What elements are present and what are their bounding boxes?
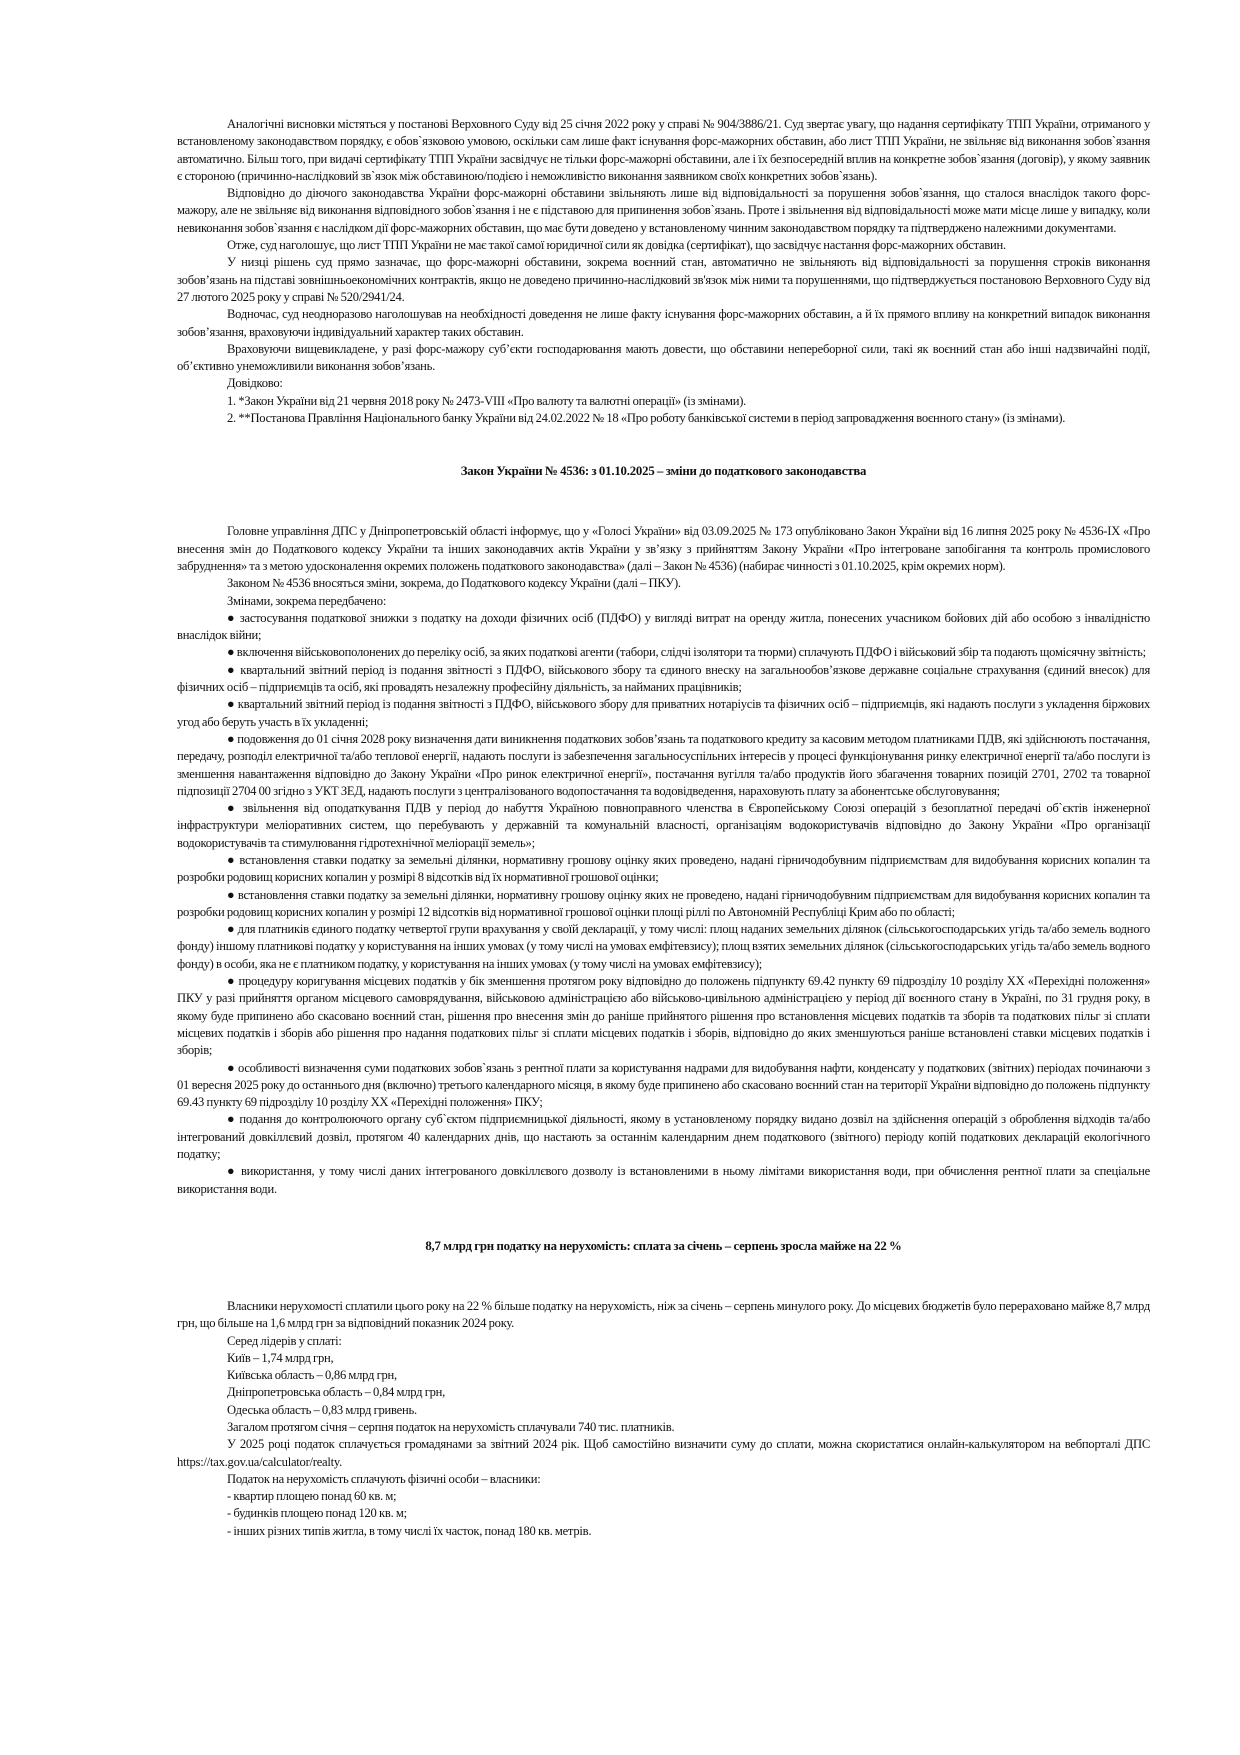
paragraph: Аналогічні висновки містяться у постанові Верховного Суду від 25 січня 2022 року у справі № 904/3886/21. Суд звертає увагу, що надання сертифікату ТПП України, отриманого у встановленому законодавством порядку, є обов`язковою умовою, оскільки сам лише факт існування форс-мажорних обставин, або лист ТПП України, не звільняє від виконання зобов`язання автоматично. Більш того, при видачі сертифікату ТПП України засвідчує не тільки форс-мажорні обставини, але і їх безпосередній вплив на конкретне зобов`язання (договір), у якому заявник є стороною (причинно-наслідковий зв`язок між обставиною/подією і неможливістю виконання заявником своїх конкретних зобов`язань). xyxy=(177,117,1150,183)
paragraph: - квартир площею понад 60 кв. м; xyxy=(227,1489,397,1504)
paragraph: Головне управління ДПС у Дніпропетровській області інформує, що у «Голосі України» від 03.09.2025 № 173 опубліковано Закон України від 16 липня 2025 року № 4536-IX «Про внесення змін до Податкового кодексу України та інших законодавчих актів України у зв’язку з прийняттям Закону України «Про інтегроване запобігання та контроль промислового забруднення» та з метою удосконалення окремих положень податкового законодавства» (далі – Закон № 4536) (набирає чинності з 01.10.2025, крім окремих норм). xyxy=(177,524,1150,573)
paragraph: ● звільнення від оподаткування ПДВ у період до набуття Україною повноправного членства в Європейському Союзі операцій з безоплатної передачі об`єктів інженерної інфраструктури меліоративних систем, що перебувають у державній та комунальній власності, організаціям водокористувачів відповідно до Закону України «Про організації водокористувачів та стимулювання гідротехнічної меліорації земель»; xyxy=(177,801,1150,850)
heading-law-4536: Закон України № 4536: з 01.10.2025 – зміни до податкового законодавства xyxy=(460,464,867,479)
paragraph: ● встановлення ставки податку за земельні ділянки, нормативну грошову оцінку яких не проведено, надані гірничодобувним підприємствам для видобування корисних копалин та розробки родовищ корисних копалин у розмірі 12 відсотків від нормативної грошової оцінки площі ріллі по Автономній Республіці Крим або по області; xyxy=(177,887,1150,919)
document-page xyxy=(177,116,1150,1540)
heading-property-tax: 8,7 млрд грн податку на нерухомість: сплата за січень – серпень зросла майже на 22 % xyxy=(425,1238,902,1253)
paragraph: Відповідно до діючого законодавства України форс-мажорні обставини звільняють лише від відповідальності за порушення зобов`язання, що сталося внаслідок такого форс-мажору, але не звільняє від виконання відповідного зобов`язання і не є підставою для припинення зобов`язань. Проте і звільнення від відповідальності може мати місце лише у випадку, коли невиконання зобов`язання є наслідком дії форс-мажорних обставин, що має бути доведено у встановленому чинним законодавством порядку та підтверджено належними документами. xyxy=(177,186,1150,235)
paragraph: Податок на нерухомість сплачують фізичні особи – власники: xyxy=(227,1471,541,1486)
paragraph: ● квартальний звітний період із подання звітності з ПДФО, військового збору для приватних нотаріусів та фізичних осіб – підприємців, які надають послуги з укладення біржових угод або беруть участь в їх укладенні; xyxy=(177,697,1150,729)
section-law-4536 xyxy=(177,523,1150,1198)
paragraph: Серед лідерів у сплаті: xyxy=(227,1333,342,1348)
paragraph: ● для платників єдиного податку четвертої групи врахування у своїй декларації, у тому числі: площ наданих земельних ділянок (сільськогосподарських угідь та/або земель водного фонду) іншому платникові податку у користування на інших умовах (у тому числі на умовах емфітевзису); площ взятих земельних ділянок (сільськогосподарських угідь та/або земель водного фонду) в особи, яка не є платником податку, у користування на інших умовах (у тому числі на умовах емфітевзису); xyxy=(177,922,1150,971)
paragraph: Отже, суд наголошує, що лист ТПП України не має такої самої юридичної сили як довідка (сертифікат), що засвідчує настання форс-мажорних обставин. xyxy=(227,238,1006,253)
paragraph: ● включення військовополонених до переліку осіб, за яких податкові агенти (табори, слідчі ізолятори та тюрми) сплачують ПДФО і військовий збір та подають щомісячну звітність; xyxy=(227,645,1146,660)
paragraph: Водночас, суд неодноразово наголошував на необхідності доведення не лише факту існування форс-мажорних обставин, а й їх прямого впливу на конкретний випадок виконання зобов’язання, враховуючи індивідуальний характер таких обставин. xyxy=(177,307,1150,339)
paragraph: ● використання, у тому числі даних інтегрованого довкіллєвого дозволу із встановленими в ньому лімітами використання води, при обчислення рентної плати за спеціальне використання води. xyxy=(177,1164,1150,1196)
paragraph: ● встановлення ставки податку за земельні ділянки, нормативну грошову оцінку яких проведено, надані гірничодобувним підприємствам для видобування корисних копалин та розробки родовищ корисних копалин у розмірі 8 відсотків від їх нормативної грошової оцінки; xyxy=(177,852,1150,885)
paragraph: Власники нерухомості сплатили цього року на 22 % більше податку на нерухомість, ніж за січень – серпень минулого року. До місцевих бюджетів було перераховано майже 8,7 млрд грн, що більше на 1,6 млрд грн за відповідний показник 2024 року. xyxy=(177,1298,1150,1331)
paragraph: ● подовження до 01 січня 2028 року визначення дати виникнення податкових зобов’язань та податкового кредиту за касовим методом платниками ПДВ, які здійснюють постачання, передачу, розподіл електричної та/або теплової енергії, надають послуги із забезпечення загальносуспільних інтересів у процесі функціонування ринку електричної енергії та/або послуги із зменшення навантаження відповідно до Закону України «Про ринок електричної енергії», постачання вугілля та/або продуктів його збагачення товарних позицій 2701, 2702 та товарної підпозиції 2704 00 згідно з УКТ ЗЕД, надають послуги з централізованого водопостачання та водовідведення, нараховують плату за абонентське обслуговування; xyxy=(177,731,1150,798)
paragraph: ● процедуру коригування місцевих податків у бік зменшення протягом року відповідно до положень підпункту 69.42 пункту 69 підрозділу 10 розділу XX «Перехідні положення» ПКУ у разі прийняття органом місцевого самоврядування, військовою адміністрацією або військово-цивільною адміністрацією у період дії воєнного стану в Україні, по 31 грудня року, в якому буде припинено або скасовано воєнний стан, рішення про внесення змін до раніше прийнятого рішення про встановлення місцевих податків та зборів та податкових пільг зі сплати місцевих податків і зборів або рішення про надання податкових пільг зі сплати місцевих податків і зборів, відповідно до яких зменшуються раніше встановлені ставки місцевих податків і зборів; xyxy=(177,974,1150,1058)
paragraph: 1. *Закон України від 21 червня 2018 року № 2473-VIII «Про валюту та валютні операції» (із змінами). xyxy=(227,393,747,408)
paragraph: У низці рішень суд прямо зазначає, що форс-мажорні обставини, зокрема воєнний стан, автоматично не звільняють від відповідальності за порушення строків виконання зобов’язань на підставі зовнішньоекономічних контрактів, якщо не доведено причинно-наслідковий зв'язок між ними та порушеннями, що підтверджується постановою Верховного Суду від 27 лютого 2025 року у справі № 520/2941/24. xyxy=(177,255,1150,304)
section-force-majeure xyxy=(177,116,1150,427)
paragraph: ● подання до контролюючого органу суб`єктом підприємницької діяльності, якому в установленому порядку видано дозвіл на здійснення операцій з оброблення відходів та/або інтегрований довкіллєвий дозвіл, протягом 40 календарних днів, що настають за останнім календарним днем податкового (звітного) періоду копій податкових декларацій екологічного податку; xyxy=(177,1112,1150,1162)
paragraph: ● особливості визначення суми податкових зобов`язань з рентної плати за користування надрами для видобування нафти, конденсату у податкових (звітних) періодах починаючи з 01 вересня 2025 року до останнього дня (включно) третього календарного місяця, в якому буде припинено або скасовано воєнний стан на території України відповідно до положень підпункту 69.43 пункту 69 підрозділу 10 розділу XX «Перехідні положення» ПКУ; xyxy=(177,1060,1150,1110)
paragraph: ● застосування податкової знижки з податку на доходи фізичних осіб (ПДФО) у вигляді витрат на оренду житла, понесених учасником бойових дій або особою з інвалідністю внаслідок війни; xyxy=(177,610,1150,643)
paragraph: 2. **Постанова Правління Національного банку України від 24.02.2022 № 18 «Про роботу банківської системи в період запровадження воєнного стану» (із змінами). xyxy=(227,411,1066,426)
paragraph: Законом № 4536 вносяться зміни, зокрема, до Податкового кодексу України (далі – ПКУ). xyxy=(227,576,681,591)
section-property-tax xyxy=(177,1298,1150,1540)
paragraph: Київська область – 0,86 млрд грн, xyxy=(227,1368,397,1383)
paragraph: У 2025 році податок сплачується громадянами за звітний 2024 рік. Щоб самостійно визначити суму до сплати, можна скористатися онлайн-калькулятором на вебпорталі ДПС https://tax.gov.ua/calculator/realty. xyxy=(177,1437,1150,1469)
paragraph: Довідково: xyxy=(227,376,283,391)
paragraph: Одеська область – 0,83 млрд гривень. xyxy=(227,1402,417,1417)
paragraph: - інших різних типів житла, в тому числі їх часток, понад 180 кв. метрів. xyxy=(227,1523,592,1538)
paragraph: Змінами, зокрема передбачено: xyxy=(227,593,387,608)
paragraph: Дніпропетровська область – 0,84 млрд грн, xyxy=(227,1385,446,1400)
paragraph: Київ – 1,74 млрд грн, xyxy=(227,1350,334,1365)
paragraph: Загалом протягом січня – серпня податок на нерухомість сплачували 740 тис. платників. xyxy=(227,1420,675,1434)
paragraph: ● квартальний звітний період із подання звітності з ПДФО, військового збору та єдиного внеску на загальнообов’язкове державне соціальне страхування (єдиний внесок) для фізичних осіб – підприємців та осіб, які провадять незалежну професійну діяльність, за найманих працівників; xyxy=(177,662,1150,695)
paragraph: - будинків площею понад 120 кв. м; xyxy=(227,1506,407,1521)
paragraph: Враховуючи вищевикладене, у разі форс-мажору суб’єкти господарювання мають довести, що обставини непереборної сили, такі як воєнний стан або інші надзвичайні події, об’єктивно унеможливили виконання зобов’язань. xyxy=(177,341,1150,374)
